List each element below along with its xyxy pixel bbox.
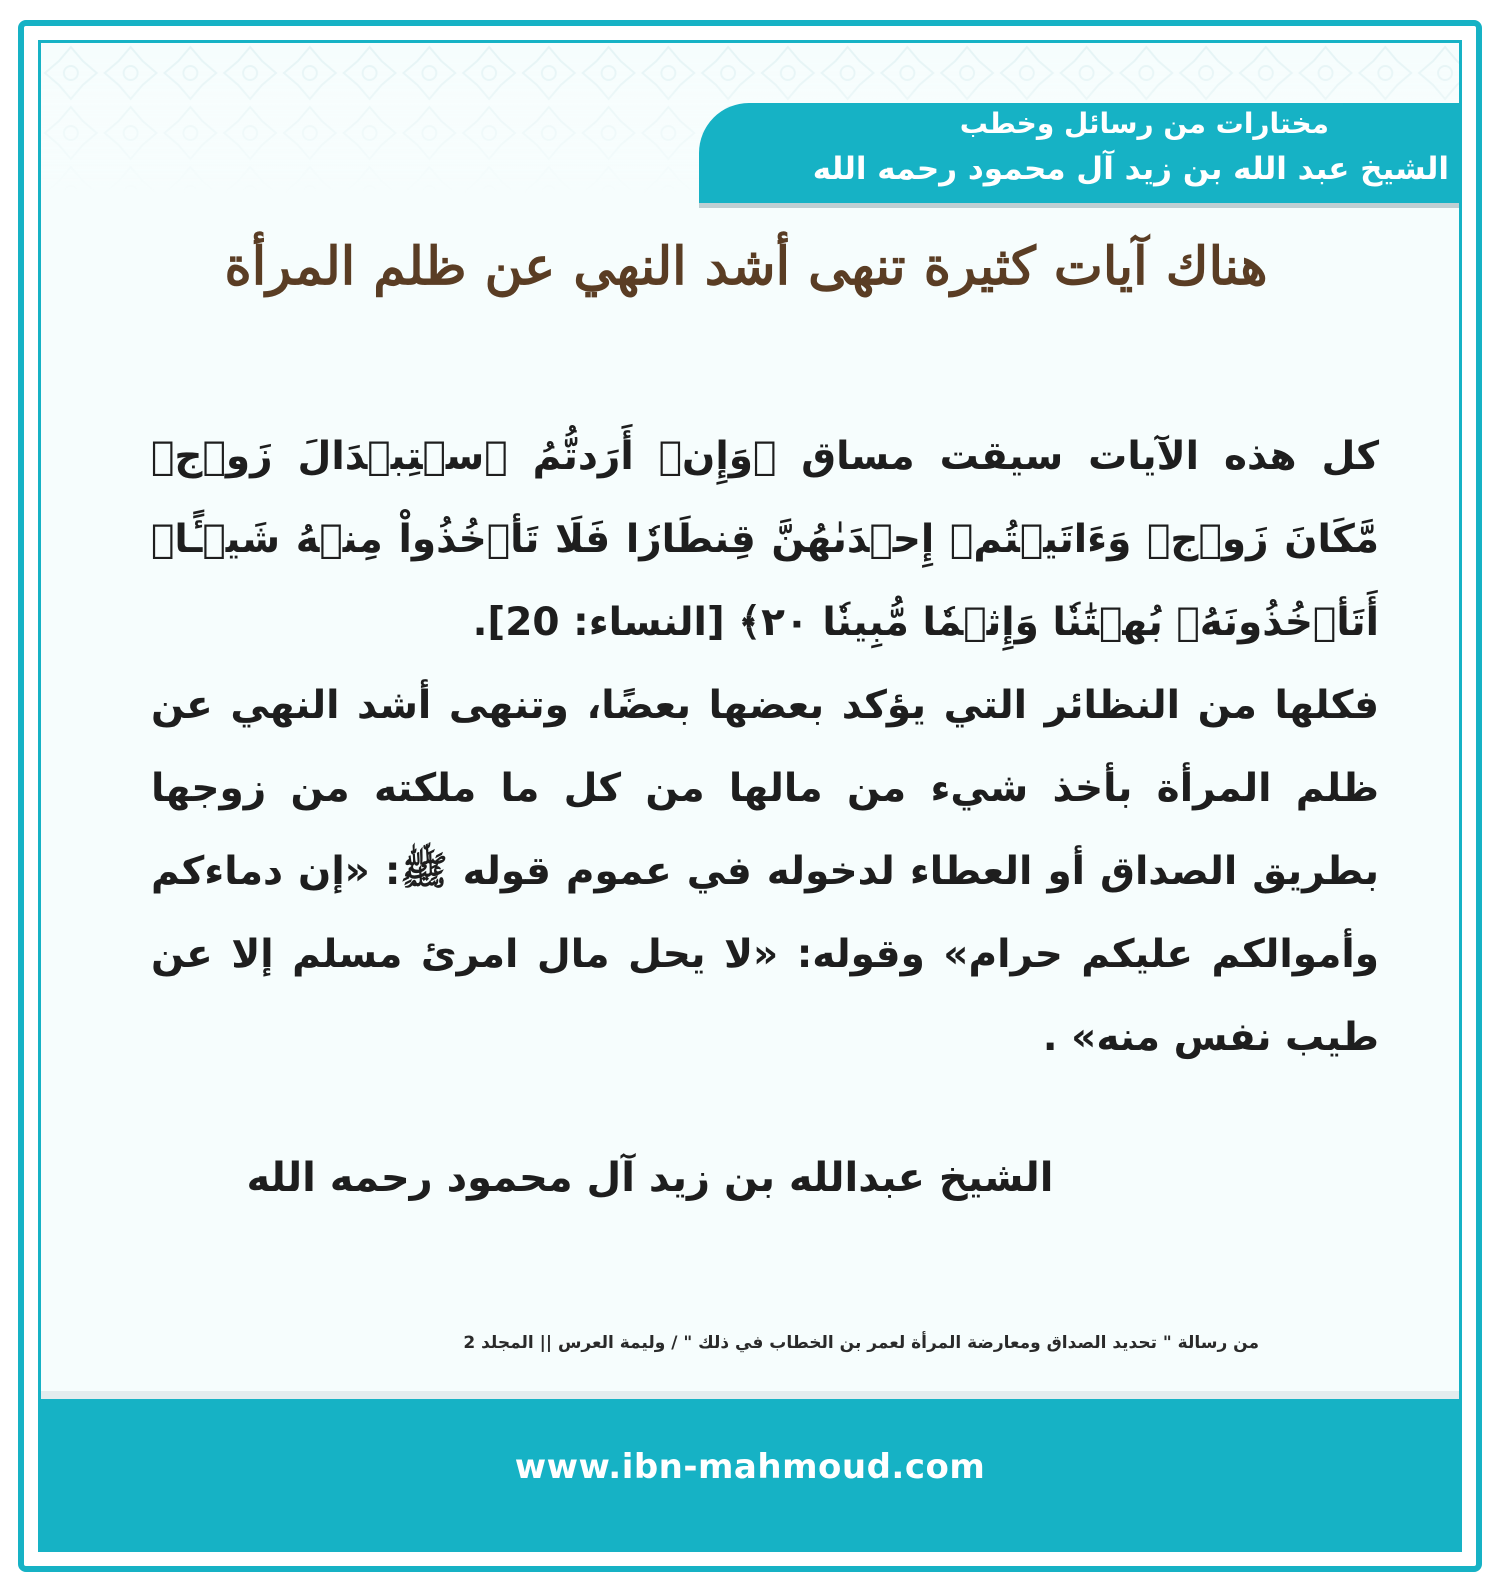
website-link[interactable]: www.ibn-mahmoud.com — [514, 1447, 986, 1487]
body-paragraph-quran: كل هذه الآيات سيقت مساق ﴿وَإِنۡ أَرَدتُّمُ ٱسۡتِبۡدَالَ زَوۡجٖ مَّكَانَ زَوۡجٖ وَءَاتَيۡتُمۡ إِحۡدَىٰهُنَّ قِنطَارٗا فَلَا تَأۡخُذُواْ مِنۡهُ شَيۡـًٔاۚ أَتَأۡخُذُونَهُۥ بُهۡتَٰنٗا وَإِثۡمٗا مُّبِينٗا ٢٠﴾ [النساء: 20]. — [151, 434, 1379, 645]
header-banner — [699, 103, 1459, 203]
signature: الشيخ عبدالله بن زيد آل محمود رحمه الله — [246, 1155, 1054, 1201]
page-title: هناك آيات كثيرة تنهى أشد النهي عن ظلم المرأة — [224, 236, 1268, 297]
source-citation: من رسالة " تحديد الصداق ومعارضة المرأة لعمر بن الخطاب في ذلك " / وليمة العرس || المجلد 2 — [463, 1333, 1259, 1353]
footer-divider — [41, 1391, 1459, 1399]
footer-bar — [41, 1399, 1459, 1552]
card — [38, 40, 1462, 1552]
body-paragraph-hadith: فكلها من النظائر التي يؤكد بعضها بعضًا، وتنهى أشد النهي عن ظلم المرأة بأخذ شيء من مالها من كل ما ملكته من زوجها بطريق الصداق أو العطاء لدخوله في عموم قوله ﷺ: «إن دماءكم وأموالكم عليكم حرام» وقوله: «لا يحل مال امرئ مسلم إلا عن طيب نفس منه» . — [151, 683, 1379, 1060]
header-author: الشيخ عبد الله بن زيد آل محمود رحمه الله — [812, 151, 1449, 187]
header-subtitle: مختارات من رسائل وخطب — [959, 107, 1329, 140]
article-body — [151, 415, 1379, 1079]
